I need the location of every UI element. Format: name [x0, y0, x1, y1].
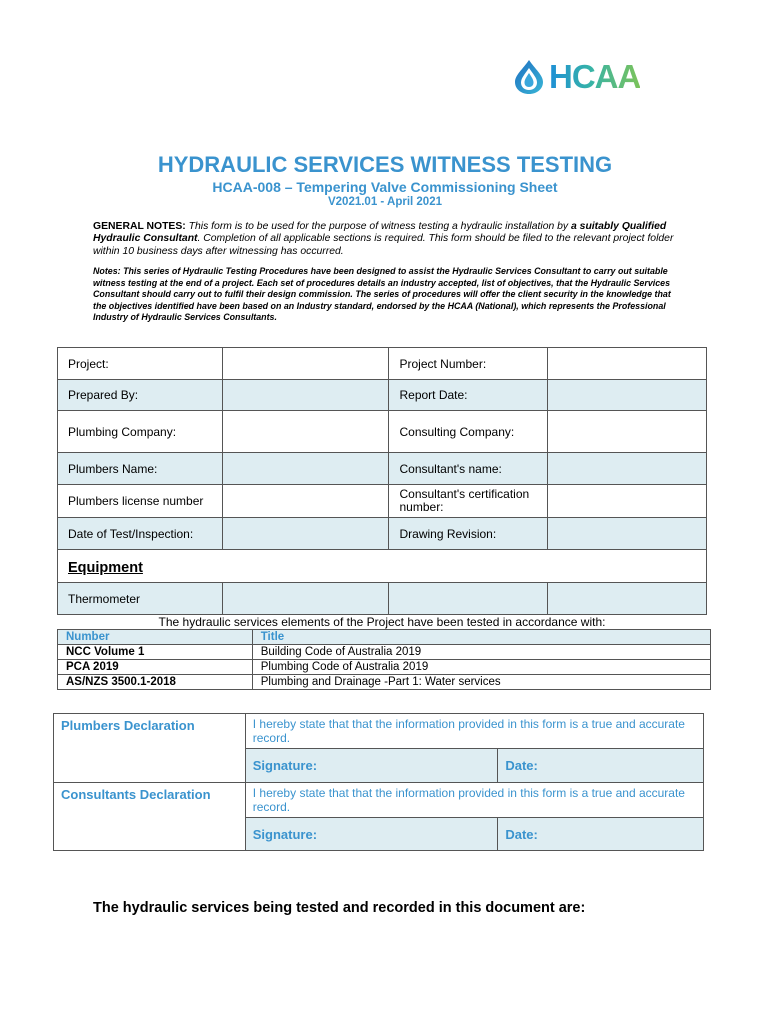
drawing-revision-field[interactable] [548, 518, 707, 550]
plumbing-company-field[interactable] [222, 411, 389, 453]
consulting-company-label: Consulting Company: [389, 411, 548, 453]
consultants-name-field[interactable] [548, 453, 707, 485]
version-label: V2021.01 - April 2021 [327, 196, 442, 208]
project-number-field[interactable] [548, 348, 707, 380]
hcaa-logo [512, 58, 664, 96]
consultants-signature-field[interactable] [245, 818, 498, 851]
table-row [58, 645, 711, 660]
consultants-cert-label-rest: umber: [406, 500, 444, 514]
consultants-cert-field[interactable] [548, 485, 707, 518]
drawing-revision-colon: : [492, 526, 497, 541]
plumbers-license-field[interactable] [222, 485, 389, 518]
consultants-declaration-statement: I hereby state that that the information provided in this form is a true and accurate record. [245, 783, 703, 818]
plumbers-name-field[interactable] [222, 453, 389, 485]
thermometer-label: Thermometer [58, 583, 223, 615]
thermometer-field-3[interactable] [548, 583, 707, 615]
consulting-company-field[interactable] [548, 411, 707, 453]
standards-table [57, 629, 711, 690]
consultants-cert-label-bold: Consultant's certification n [399, 487, 530, 514]
standard-number: PCA 2019 [58, 660, 253, 675]
report-date-label: Report Date: [389, 380, 548, 411]
signature-label: Signature: [252, 758, 318, 773]
procedure-notes: Notes: This series of Hydraulic Testing Procedures have been designed to assist the Hydraulic Services Consultant to carry out suitable witness testing at the end of a project. Each set of procedures details an industry accepted, list of objectives, that the Hydraulic Services Consultant should carry out to fulfil their design commission. The series of procedures will offer the client security in the knowledge that the objectives identified have been based on an Industry standard, endorsed by the HCAA (National), which represents the Professional Industry of Hydraulic Services Consultants. [93, 266, 671, 323]
project-label: Project: [58, 348, 223, 380]
date-label: Date: [505, 826, 538, 842]
page-title: HYDRAULIC SERVICES WITNESS TESTING [157, 152, 613, 177]
standard-number: NCC Volume 1 [58, 645, 253, 660]
plumbers-date-field[interactable] [498, 749, 704, 783]
standards-header-row [58, 630, 711, 645]
signature-label: Signature: [252, 826, 318, 842]
general-notes-text: This form is to be used for the purpose of witness testing a hydraulic installation by [188, 221, 569, 232]
consultants-declaration-label: Consultants Declaration [54, 783, 246, 851]
date-test-label: Date of Test/Inspection: [58, 518, 223, 550]
drawing-revision-label [389, 518, 548, 550]
project-number-label: Project Number: [389, 348, 548, 380]
consultants-cert-label [389, 485, 548, 518]
plumbing-company-label: Plumbing Company: [58, 411, 223, 453]
equipment-heading: Equipment [68, 560, 143, 576]
table-row [58, 660, 711, 675]
logo-text: HCAA [549, 58, 641, 95]
prepared-by-field[interactable] [222, 380, 389, 411]
equipment-heading-cell [58, 550, 707, 583]
report-date-field[interactable] [548, 380, 707, 411]
consultants-name-label: Consultant's name: [389, 453, 548, 485]
declarations-table [53, 713, 704, 851]
project-info-table [57, 347, 707, 615]
standard-title: Plumbing and Drainage -Part 1: Water services [252, 675, 710, 690]
general-notes-text-2: . Completion of all applicable sections is required. This form should be filed to the relevant project folder within 10 business days after witnessing has occurred. [93, 233, 674, 257]
thermometer-field-2[interactable] [389, 583, 548, 615]
date-test-field[interactable] [222, 518, 389, 550]
standards-intro: The hydraulic services elements of the Project have been tested in accordance with: [158, 615, 606, 629]
plumbers-signature-field[interactable] [245, 749, 498, 783]
water-drop-icon [512, 59, 546, 95]
date-label: Date: [505, 758, 538, 773]
general-notes [93, 221, 678, 258]
standard-title: Plumbing Code of Australia 2019 [252, 660, 710, 675]
prepared-by-label: Prepared By: [58, 380, 223, 411]
title-header: Title [252, 630, 710, 645]
number-header: Number [58, 630, 253, 645]
general-notes-emphasis: a suitably Qualified Hydraulic Consultant [93, 221, 667, 245]
services-tested-heading: The hydraulic services being tested and recorded in this document are: [93, 900, 586, 916]
standard-title: Building Code of Australia 2019 [252, 645, 710, 660]
table-row [58, 675, 711, 690]
plumbers-license-label: Plumbers license number [58, 485, 223, 518]
plumbers-declaration-label: Plumbers Declaration [54, 714, 246, 783]
page-subtitle: HCAA-008 – Tempering Valve Commissioning Sheet [212, 179, 558, 195]
standard-number: AS/NZS 3500.1-2018 [58, 675, 253, 690]
consultants-date-field[interactable] [498, 818, 704, 851]
thermometer-field-1[interactable] [222, 583, 389, 615]
general-notes-label: GENERAL NOTES: [93, 221, 186, 232]
project-field[interactable] [222, 348, 389, 380]
drawing-revision-label-text: Drawing Revision [399, 526, 493, 541]
plumbers-declaration-statement: I hereby state that that the information provided in this form is a true and accurate record. [245, 714, 703, 749]
plumbers-name-label: Plumbers Name: [58, 453, 223, 485]
